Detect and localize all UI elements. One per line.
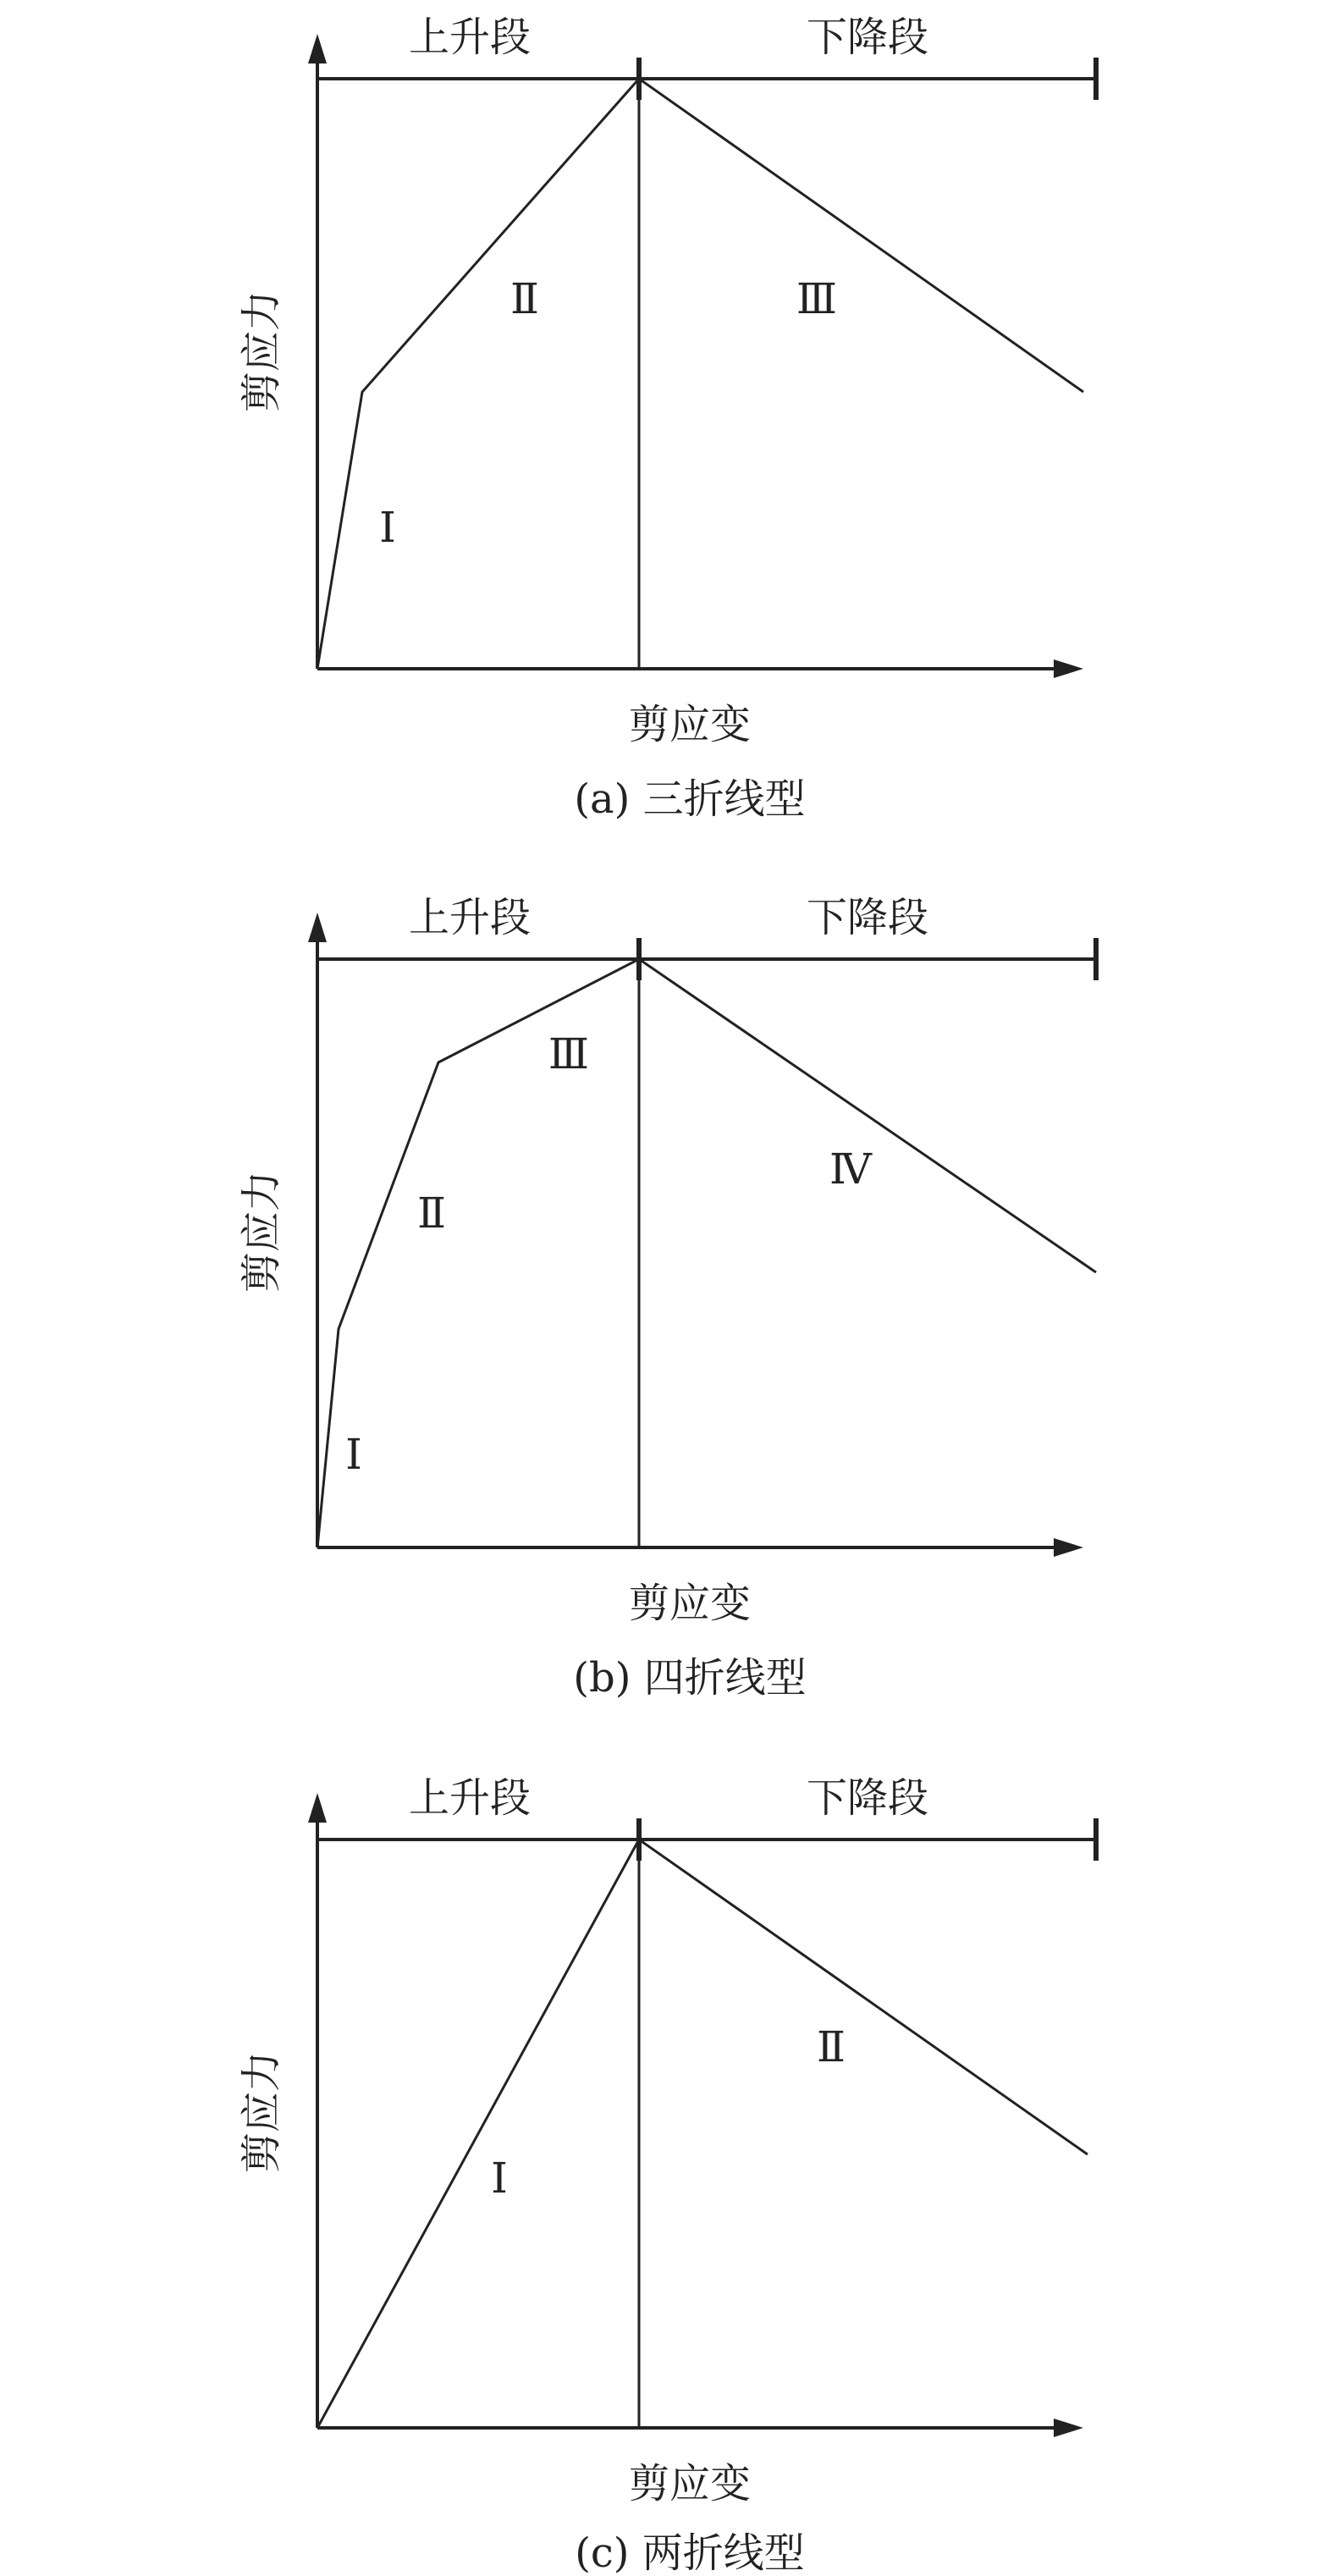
panel-a (238, 14, 1096, 823)
panel-b-y-label: 剪应力 (238, 1170, 285, 1294)
panel-a-piece-label-2: Ⅱ (510, 275, 539, 323)
panel-a-frame (308, 34, 1096, 678)
panel-c-x-label: 剪应变 (628, 2460, 752, 2507)
panel-c (238, 1774, 1096, 2576)
panel-c-frame (308, 1793, 1096, 2437)
panel-a-rising-label: 上升段 (408, 14, 532, 61)
panel-c-x-arrow (1054, 2419, 1083, 2437)
panel-b-y-arrow (308, 913, 327, 942)
panel-a-y-label: 剪应力 (238, 290, 285, 413)
panel-c-piece-label-2: Ⅱ (817, 2023, 846, 2071)
panel-a-y-arrow (308, 34, 327, 63)
panel-b (238, 894, 1096, 1702)
panel-b-curve (317, 959, 1096, 1547)
panel-b-x-arrow (1054, 1538, 1083, 1557)
panel-c-curve (317, 1840, 1088, 2428)
panel-b-rising-label: 上升段 (408, 894, 532, 941)
panel-a-caption: (a) 三折线型 (574, 775, 806, 823)
panel-c-piece-label-1: Ⅰ (491, 2154, 508, 2202)
panel-b-falling-label: 下降段 (806, 894, 929, 941)
panel-a-x-label: 剪应变 (628, 701, 752, 748)
panel-a-piece-label-3: Ⅲ (796, 275, 838, 323)
panel-a-curve (317, 79, 1083, 669)
panel-b-piece-label-4: Ⅳ (829, 1145, 872, 1193)
panel-c-rising-label: 上升段 (408, 1774, 532, 1822)
panel-a-falling-label: 下降段 (806, 14, 929, 61)
panel-b-piece-label-1: Ⅰ (345, 1431, 362, 1478)
panel-c-y-label: 剪应力 (238, 2050, 285, 2174)
panel-c-falling-label: 下降段 (806, 1774, 929, 1822)
panel-a-x-arrow (1054, 659, 1083, 678)
panel-b-caption: (b) 四折线型 (573, 1654, 807, 1702)
panel-b-x-label: 剪应变 (628, 1580, 752, 1627)
panel-b-piece-label-3: Ⅲ (548, 1030, 590, 1078)
panel-a-piece-label-1: Ⅰ (379, 504, 396, 551)
panel-b-piece-label-2: Ⅱ (417, 1189, 446, 1237)
panel-c-caption: (c) 两折线型 (575, 2529, 805, 2576)
panel-c-y-arrow (308, 1793, 327, 1823)
